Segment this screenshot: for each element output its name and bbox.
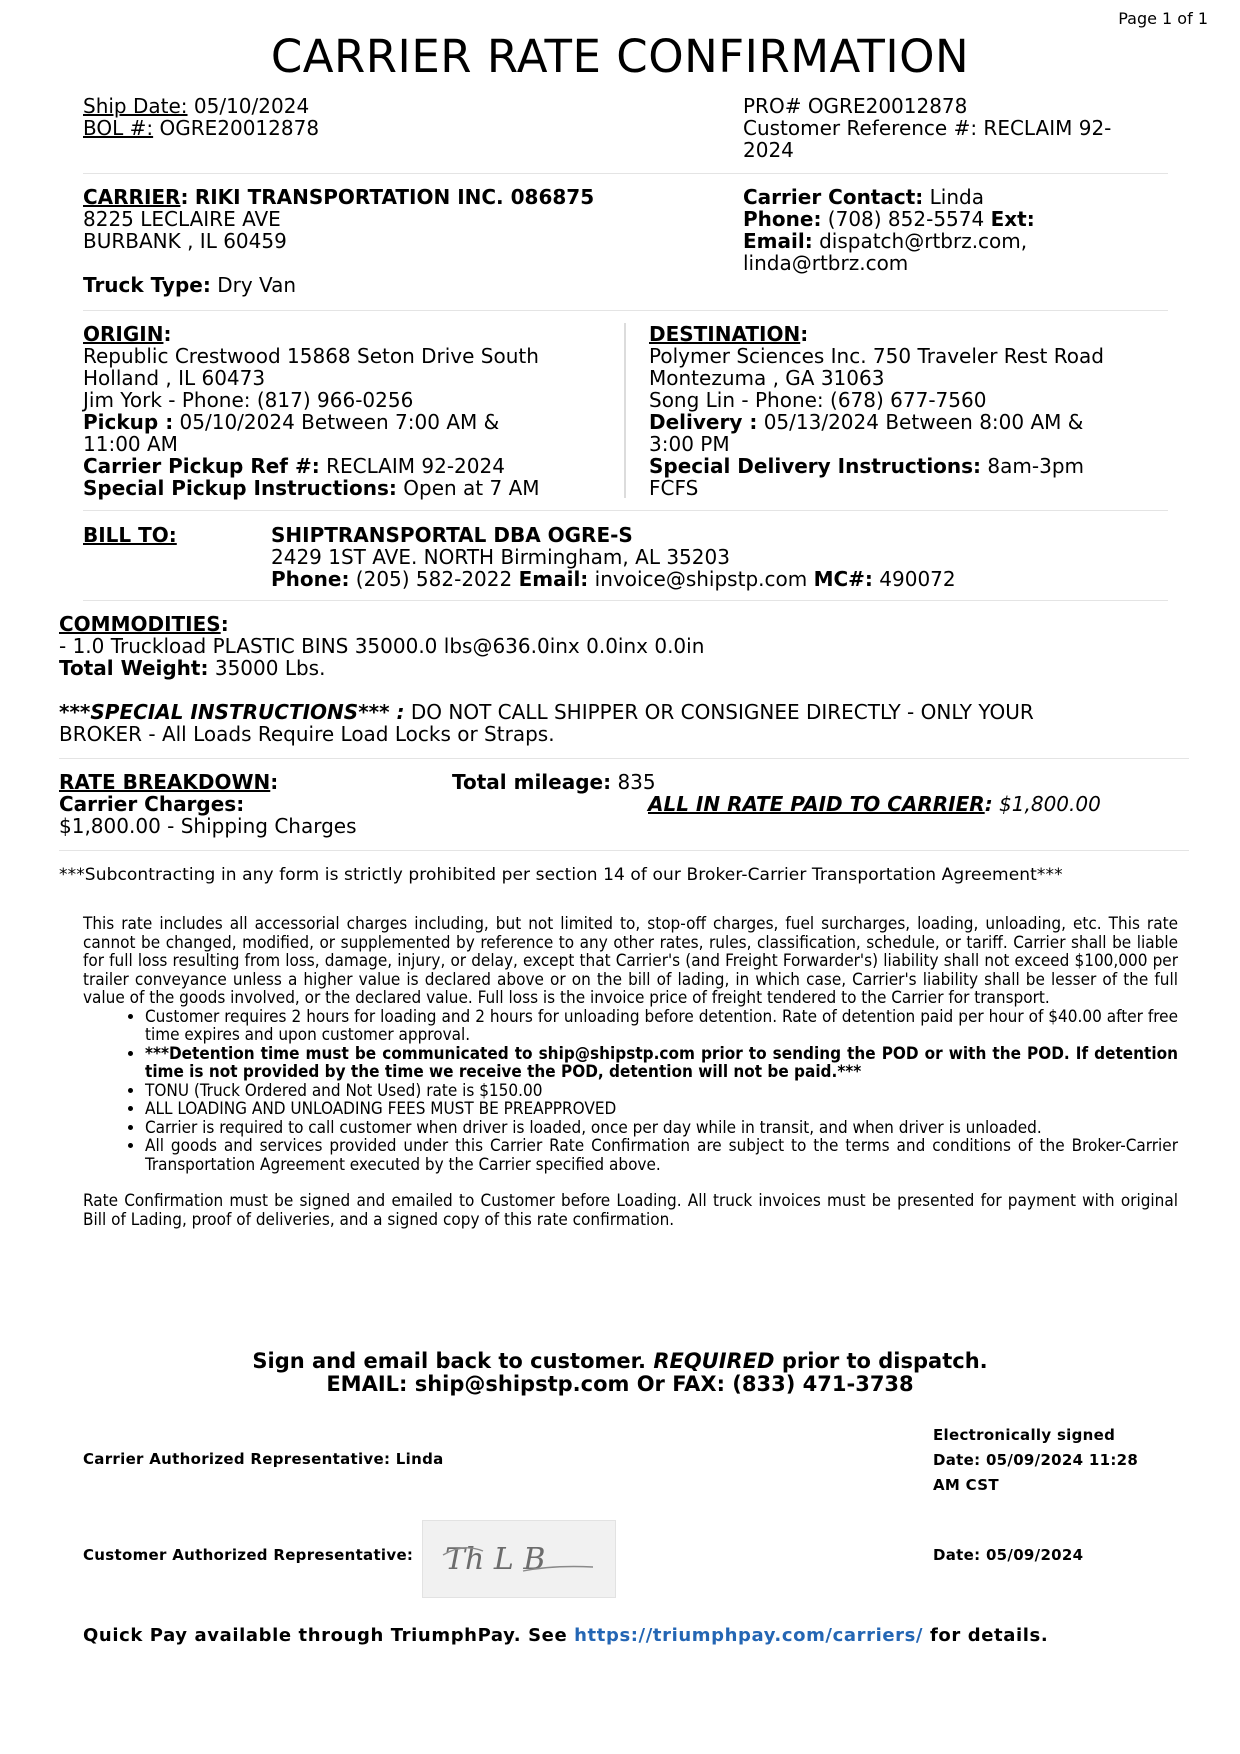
terms-paragraph: This rate includes all accessorial charges including, but not limited to, stop-off charges, fuel surcharges, loading, unloading, etc. This rate cannot be changed, modified, or supplemented by reference to any other rates, rules, classification, schedule, or tariff. Carrier shall be liable for full loss resulting from loss, damage, injury, or delay, except that Carrier's (and Freight Forwarder's) liability shall not exceed $100,000 per trailer conveyance unless a higher value is declared above or on the bill of lading, in which case, Carrier's liability shall be lesser of the full value of the goods involved, or the declared value. Full loss is the invoice price of freight tendered to the Carrier for transport.: [83, 914, 1178, 1008]
carrier-contact-label: Carrier Contact:: [743, 185, 924, 209]
truck-type-label: Truck Type:: [83, 273, 211, 297]
customer-reference: Customer Reference #: RECLAIM 92-: [743, 116, 1112, 140]
sign-instructions: Sign and email back to customer. REQUIRED prior to dispatch. EMAIL: ship@shipstp.com Or FAX: (833) 471-3738: [0, 1350, 1240, 1396]
carrier-contact: Linda: [929, 185, 984, 209]
terms-closing: Rate Confirmation must be signed and emailed to Customer before Loading. All truck invoices must be presented for payment with original Bill of Lading, proof of deliveries, and a signed copy of this rate confirmation.: [83, 1191, 1178, 1230]
bill-to-label: BILL TO:: [83, 523, 177, 547]
delivery-instructions: 8am-3pm: [987, 454, 1085, 478]
carrier-phone: (708) 852-5574: [827, 207, 985, 231]
pickup-instructions: Open at 7 AM: [403, 476, 540, 500]
subcontracting-notice: ***Subcontracting in any form is strictly prohibited per section 14 of our Broker-Carrier Transportation Agreement***: [59, 865, 1063, 885]
ship-date: 05/10/2024: [193, 94, 310, 118]
carrier-sign-date: Date: 05/09/2024 11:28: [933, 1451, 1139, 1469]
signature-text: Th L B: [445, 1542, 546, 1577]
origin-section: ORIGIN: Republic Crestwood 15868 Seton Drive South Holland , IL 60473 Jim York - Phone: (817) 966-0256 Pickup : 05/10/2024 Between 7:00 AM & 11:00 AM Carrier Pickup Ref #: RECLAIM 92-2024 Special Pickup Instructions: Open at 7 AM: [83, 323, 623, 499]
all-in-rate: ALL IN RATE PAID TO CARRIER: $1,800.00: [648, 792, 1101, 816]
carrier-email: dispatch@rtbrz.com,: [819, 229, 1028, 253]
customer-reference-cont: 2024: [743, 138, 794, 162]
divider: [83, 600, 1168, 601]
rate-breakdown-label: RATE BREAKDOWN: [59, 770, 271, 794]
list-item: • ***Detention time must be communicated to ship@shipstp.com prior to sending the POD or with the POD. If detention time is not provided by the time we receive the POD, detention will not be paid.***: [145, 1045, 1178, 1082]
carrier-address-1: 8225 LECLAIRE AVE: [83, 207, 281, 231]
total-weight: 35000 Lbs.: [214, 656, 326, 680]
destination-address-2: Montezuma , GA 31063: [649, 366, 885, 390]
special-instructions: ***SPECIAL INSTRUCTIONS*** : DO NOT CALL SHIPPER OR CONSIGNEE DIRECTLY - ONLY YOUR BROKER - All Loads Require Load Locks or Straps.: [59, 701, 1189, 745]
document-title: CARRIER RATE CONFIRMATION: [270, 30, 970, 83]
truck-type: Dry Van: [217, 273, 297, 297]
pickup-window: 05/10/2024 Between 7:00 AM &: [179, 410, 500, 434]
electronic-signature: Electronically signed Date: 05/09/2024 11:28 AM CST: [933, 1426, 1139, 1494]
commodities-section: COMMODITIES: - 1.0 Truckload PLASTIC BINS 35000.0 lbs@636.0inx 0.0inx 0.0in Total Weight: 35000 Lbs.: [59, 612, 705, 680]
origin-address-2: Holland , IL 60473: [83, 366, 266, 390]
reference-info: [743, 95, 1111, 161]
destination-section: DESTINATION: Polymer Sciences Inc. 750 Traveler Rest Road Montezuma , GA 31063 Song Lin - Phone: (678) 677-7560 Delivery : 05/13/2024 Between 8:00 AM & 3:00 PM Special Delivery Instructions: 8am-3pm FCFS: [649, 323, 1169, 499]
divider: [83, 173, 1168, 174]
list-item: • All goods and services provided under this Carrier Rate Confirmation are subject to the terms and conditions of the Broker-Carrier Transportation Agreement executed by the Carrier specified above.: [145, 1137, 1178, 1174]
carrier-section: CARRIER: RIKI TRANSPORTATION INC. 086875 8225 LECLAIRE AVE BURBANK , IL 60459 Truck Type: Dry Van: [83, 185, 595, 297]
list-item: • Customer requires 2 hours for loading and 2 hours for unloading before detention. Rate of detention paid per hour of $40.00 after free time expires and upon customer approval.: [145, 1008, 1178, 1045]
bol-label: BOL #:: [83, 116, 154, 140]
divider: [59, 850, 1189, 851]
pickup-ref: RECLAIM 92-2024: [326, 454, 505, 478]
special-instructions-text-cont: BROKER - All Loads Require Load Locks or Straps.: [59, 722, 555, 746]
special-instructions-label: SPECIAL INSTRUCTIONS: [90, 700, 359, 724]
divider: [83, 510, 1168, 511]
origin-label: ORIGIN: [83, 322, 164, 346]
ship-info: [83, 95, 319, 139]
bill-to-email: invoice@shipstp.com: [594, 567, 808, 591]
delivery-instructions-cont: FCFS: [649, 476, 699, 500]
commodities-label: COMMODITIES: [59, 612, 221, 636]
list-item: • TONU (Truck Ordered and Not Used) rate is $150.00: [145, 1082, 1178, 1101]
page-number: Page 1 of 1: [1118, 9, 1208, 28]
terms-section: [83, 915, 1178, 1229]
return-contact: EMAIL: ship@shipstp.com Or FAX: (833) 471-3738: [326, 1372, 914, 1396]
carrier-address-2: BURBANK , IL 60459: [83, 229, 287, 253]
bill-to-name: SHIPTRANSPORTAL DBA OGRE-S: [271, 523, 633, 547]
terms-list: [83, 1008, 1178, 1175]
destination-address-1: Polymer Sciences Inc. 750 Traveler Rest Road: [649, 344, 1104, 368]
signature-image: [422, 1520, 616, 1598]
special-instructions-text: DO NOT CALL SHIPPER OR CONSIGNEE DIRECTLY - ONLY YOUR: [410, 700, 1034, 724]
bill-to-address: 2429 1ST AVE. NORTH Birmingham, AL 35203: [271, 545, 730, 569]
carrier-representative: Carrier Authorized Representative: Linda: [83, 1450, 444, 1468]
quick-pay-notice: Quick Pay available through TriumphPay. See https://triumphpay.com/carriers/ for details.: [83, 1625, 1049, 1646]
shipping-charge: $1,800.00 - Shipping Charges: [59, 814, 357, 838]
column-divider: [624, 323, 626, 498]
delivery-window-cont: 3:00 PM: [649, 432, 730, 456]
list-item: • ALL LOADING AND UNLOADING FEES MUST BE PREAPPROVED: [145, 1100, 1178, 1119]
triumphpay-link[interactable]: https://triumphpay.com/carriers/: [574, 1625, 924, 1646]
required-label: REQUIRED: [653, 1349, 775, 1373]
mileage: Total mileage: 835: [452, 770, 656, 794]
total-mileage: 835: [617, 770, 656, 794]
commodity-item: - 1.0 Truckload PLASTIC BINS 35000.0 lbs@636.0inx 0.0inx 0.0in: [59, 634, 705, 658]
bill-to-mc: 490072: [879, 567, 956, 591]
carrier-charges-label: Carrier Charges:: [59, 792, 245, 816]
origin-address-1: Republic Crestwood 15868 Seton Drive South: [83, 344, 539, 368]
bill-to-label-block: [83, 524, 177, 546]
handwritten-signature: [423, 1521, 615, 1597]
all-in-rate-value: $1,800.00: [999, 792, 1101, 816]
bol-number: OGRE20012878: [159, 116, 320, 140]
carrier-label: CARRIER: [83, 185, 181, 209]
pro-number: PRO# OGRE20012878: [743, 94, 968, 118]
bill-to-phone: (205) 582-2022: [355, 567, 513, 591]
customer-sign-date: Date: 05/09/2024: [933, 1546, 1084, 1564]
carrier-contact-section: Carrier Contact: Linda Phone: (708) 852-5574 Ext: Email: dispatch@rtbrz.com, linda@rtbrz.com: [743, 185, 1035, 275]
ship-date-label: Ship Date:: [83, 94, 188, 118]
pickup-window-cont: 11:00 AM: [83, 432, 178, 456]
all-in-rate-label: ALL IN RATE PAID TO CARRIER: [648, 792, 985, 816]
destination-label: DESTINATION: [649, 322, 801, 346]
delivery-window: 05/13/2024 Between 8:00 AM &: [763, 410, 1084, 434]
rate-breakdown: RATE BREAKDOWN: Carrier Charges: $1,800.00 - Shipping Charges: [59, 770, 357, 838]
divider: [59, 758, 1189, 759]
customer-representative: Customer Authorized Representative:: [83, 1546, 414, 1564]
destination-contact: Song Lin - Phone: (678) 677-7560: [649, 388, 987, 412]
origin-contact: Jim York - Phone: (817) 966-0256: [83, 388, 414, 412]
list-item: • Carrier is required to call customer when driver is loaded, once per day while in transit, and when driver is unloaded.: [145, 1119, 1178, 1138]
bill-to-section: SHIPTRANSPORTAL DBA OGRE-S 2429 1ST AVE. NORTH Birmingham, AL 35203 Phone: (205) 582-2022 Email: invoice@shipstp.com MC#: 490072: [271, 523, 956, 591]
carrier-email-2: linda@rtbrz.com: [743, 251, 909, 275]
divider: [83, 310, 1168, 311]
carrier-name: RIKI TRANSPORTATION INC. 086875: [194, 185, 595, 209]
